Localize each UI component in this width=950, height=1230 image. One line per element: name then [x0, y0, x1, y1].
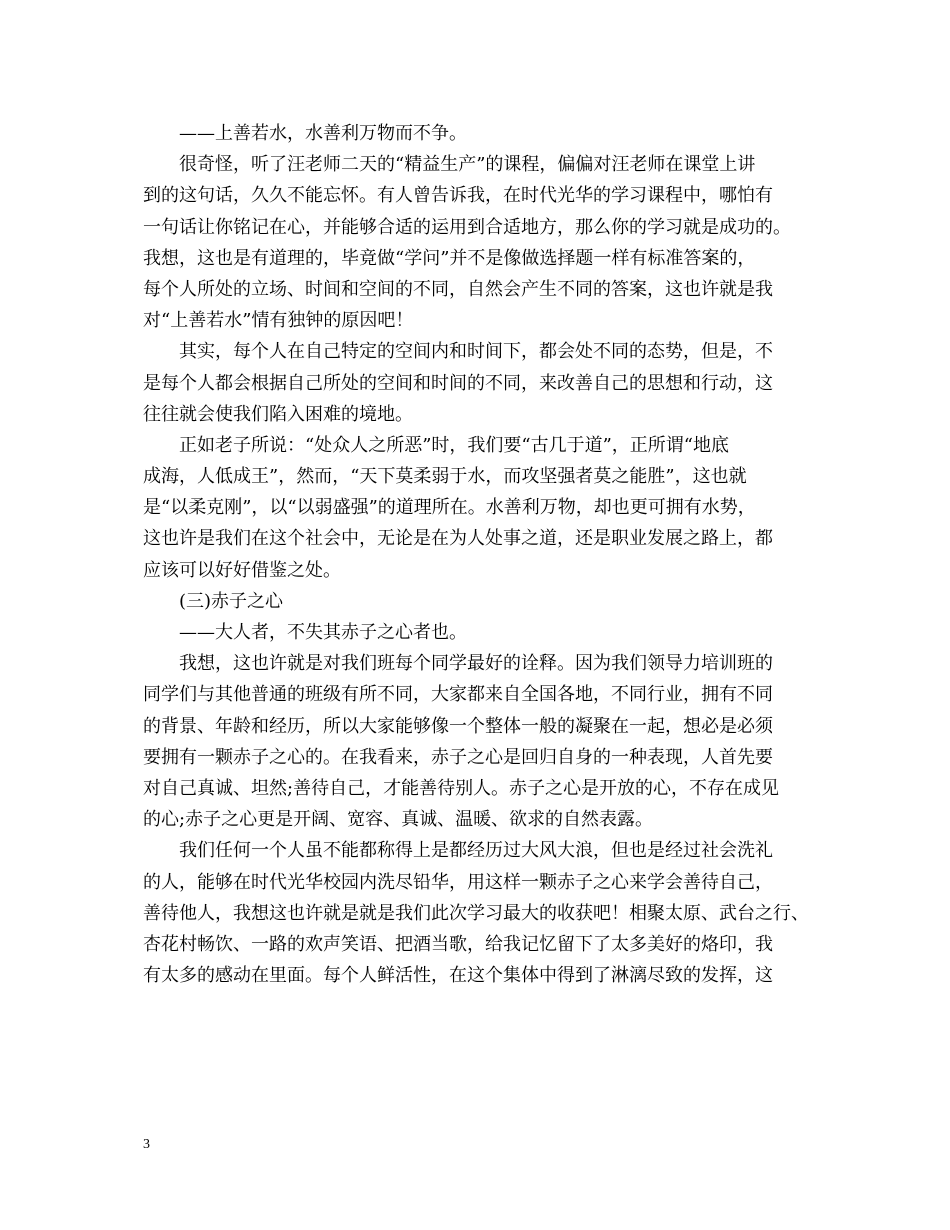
text-line: 一句话让你铭记在心，并能够合适的运用到合适地方，那么你的学习就是成功的。 — [143, 216, 791, 238]
text-line: 每个人所处的立场、时间和空间的不同，自然会产生不同的答案，这也许就是我 — [143, 278, 773, 300]
text-line: 的背景、年龄和经历，所以大家能够像一个整体一般的凝聚在一起，想必是必须 — [143, 715, 773, 737]
text-line: 同学们与其他普通的班级有所不同，大家都来自全国各地，不同行业，拥有不同 — [143, 684, 773, 706]
text-line: 到的这句话，久久不能忘怀。有人曾告诉我，在时代光华的学习课程中，哪怕有 — [143, 185, 773, 207]
text-line: 是“以柔克刚”，以“以弱盛强”的道理所在。水善利万物，却也更可拥有水势， — [143, 497, 756, 519]
text-line: 杏花村畅饮、一路的欢声笑语、把酒当歌，给我记忆留下了太多美好的烙印，我 — [143, 933, 773, 955]
text-line: 有太多的感动在里面。每个人鲜活性，在这个集体中得到了淋漓尽致的发挥，这 — [143, 965, 773, 987]
text-line: 往往就会使我们陷入困难的境地。 — [143, 403, 413, 425]
text-line: 正如老子所说：“处众人之所恶”时，我们要“古几于道”，正所谓“地底 — [179, 434, 730, 456]
text-line: 我们任何一个人虽不能都称得上是都经历过大风大浪，但也是经过社会洗礼 — [179, 840, 773, 862]
text-line: 很奇怪，听了汪老师二天的“精益生产”的课程，偏偏对汪老师在课堂上讲 — [179, 154, 756, 176]
page-number: 3 — [143, 1137, 150, 1152]
text-line: 这也许是我们在这个社会中，无论是在为人处事之道，还是职业发展之路上，都 — [143, 528, 773, 550]
text-line: 对“上善若水”情有独钟的原因吧！ — [143, 310, 414, 332]
text-line: 成海，人低成王”，然而，“天下莫柔弱于水，而攻坚强者莫之能胜”，这也就 — [143, 466, 747, 488]
section-heading: (三)赤子之心 — [179, 590, 284, 612]
text-line: 善待他人，我想这也许就是就是我们此次学习最大的收获吧！相聚太原、武台之行、 — [143, 902, 809, 924]
text-line: 对自己真诚、坦然;善待自己，才能善待别人。赤子之心是开放的心，不存在成见 — [143, 777, 780, 799]
text-line: 我想，这也是有道理的，毕竟做“学问”并不是像做选择题一样有标准答案的， — [143, 247, 756, 269]
text-line: ——上善若水，水善利万物而不争。 — [179, 123, 467, 144]
text-line: 是每个人都会根据自己所处的空间和时间的不同，来改善自己的思想和行动，这 — [143, 372, 773, 394]
text-line: 其实，每个人在自己特定的空间内和时间下，都会处不同的态势，但是，不 — [179, 341, 773, 363]
text-line: 应该可以好好借鉴之处。 — [143, 559, 341, 581]
text-line: ——大人者，不失其赤子之心者也。 — [179, 622, 467, 643]
document-body — [143, 118, 815, 991]
text-line: 的人，能够在时代光华校园内洗尽铅华，用这样一颗赤子之心来学会善待自己， — [143, 871, 773, 893]
text-line: 我想，这也许就是对我们班每个同学最好的诠释。因为我们领导力培训班的 — [179, 653, 773, 675]
text-line: 要拥有一颗赤子之心的。在我看来，赤子之心是回归自身的一种表现，人首先要 — [143, 746, 773, 768]
text-line: 的心;赤子之心更是开阔、宽容、真诚、温暖、欲求的自然表露。 — [143, 809, 654, 831]
